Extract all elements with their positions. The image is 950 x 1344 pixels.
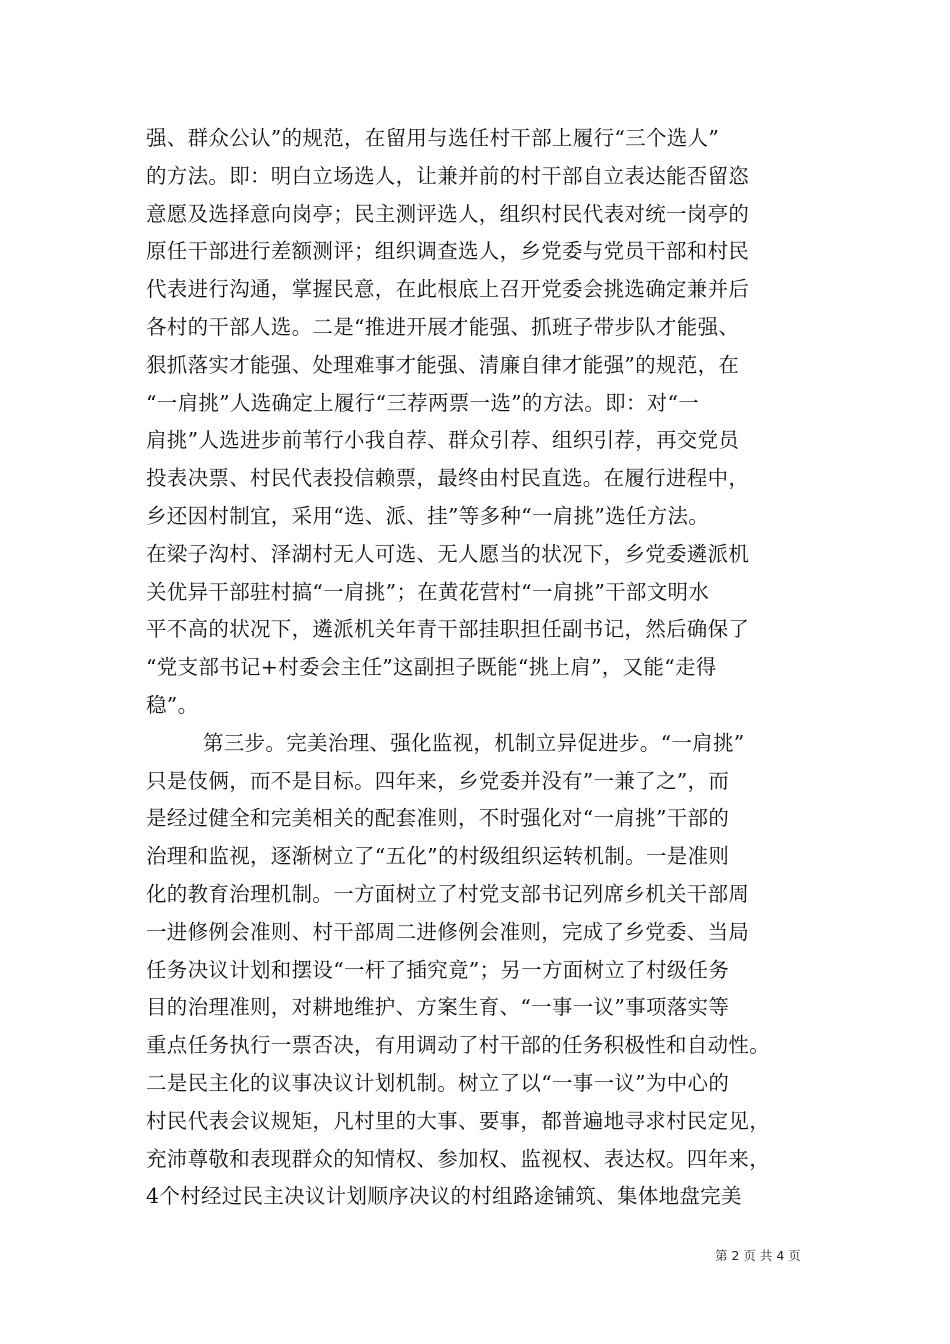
text-line: 关优异干部驻村搞“一肩挑”；在黄花营村“一肩挑”干部文明水 [146,579,710,604]
text-line: 在梁子沟村、泽湖村无人可选、无人愿当的状况下，乡党委遴派机 [146,541,750,566]
text-line: 充沛尊敬和表现群众的知情权、参加权、监视权、表达权。四年来， [146,1146,770,1171]
text-line: “党支部书记+村委会主任”这副担子既能“挑上肩”，又能“走得 [146,655,717,680]
text-line: 4个村经过民主决议计划顺序决议的村组路途铺筑、集体地盘完美 [146,1184,742,1209]
text-line: 投表决票、村民代表投信赖票，最终由村民直选。在履行进程中， [146,466,750,491]
text-line: 稳”。 [146,692,199,717]
text-line: “一肩挑”人选确定上履行“三荐两票一选”的方法。即：对“一 [146,390,700,415]
text-line: 一进修例会准则、村干部周二进修例会准则，完成了乡党委、当局 [146,919,750,944]
text-line: 意愿及选择意向岗亭；民主测评选人，组织村民代表对统一岗亭的 [146,201,750,226]
text-line: 化的教育治理机制。一方面树立了村党支部书记列席乡机关干部周 [146,881,750,906]
page-number: 第 2 页 共 4 页 [715,1248,801,1263]
text-line: 重点任务执行一票否决，有用调动了村干部的任务积极性和自动性。 [146,1033,770,1058]
text-line: 二是民主化的议事决议计划机制。树立了以“一事一议”为中心的 [146,1070,730,1095]
text-line: 是经过健全和完美相关的配套准则，不时强化对“一肩挑”干部的 [146,806,730,831]
text-line: 治理和监视，逐渐树立了“五化”的村级组织运转机制。一是准则 [146,844,730,869]
document-body [146,120,806,1216]
text-line: 平不高的状况下，遴派机关年青干部挂职担任副书记，然后确保了 [146,617,750,642]
text-line: 的方法。即：明白立场选人，让兼并前的村干部自立表达能否留恣 [146,163,750,188]
text-line: 原任干部进行差额测评；组织调查选人，乡党委与党员干部和村民 [146,239,750,264]
text-line: 只是伎俩，而不是目标。四年来，乡党委并没有”一兼了之”，而 [146,768,730,793]
paragraph-first-line: 第三步。完美治理、强化监视，机制立异促进步。“一肩挑” [203,730,745,755]
text-line: 强、群众公认”的规范，在留用与选任村干部上履行“三个选人” [146,126,720,150]
text-line: 肩挑”人选进步前苇行小我自荐、群众引荐、组织引荐，再交党员 [146,428,740,453]
text-line: 狠抓落实才能强、处理难事才能强、清廉自律才能强”的规范，在 [146,352,740,377]
text-line: 乡还因村制宜，采用“选、派、挂”等多种“一肩挑”选任方法。 [146,503,710,528]
text-line: 各村的干部人选。二是“推进开展才能强、抓班子带步队才能强、 [146,314,740,339]
text-line: 任务决议计划和摆设“一杆了插究竟”；另一方面树立了村级任务 [146,957,730,982]
text-line: 目的治理准则，对耕地维护、方案生育、“一事一议”事项落实等 [146,995,730,1020]
text-line: 代表进行沟通，掌握民意，在此根底上召开党委会挑选确定兼并后 [146,277,750,302]
text-line: 村民代表会议规矩，凡村里的大事、要事，都普遍地寻求村民定见， [146,1108,770,1133]
